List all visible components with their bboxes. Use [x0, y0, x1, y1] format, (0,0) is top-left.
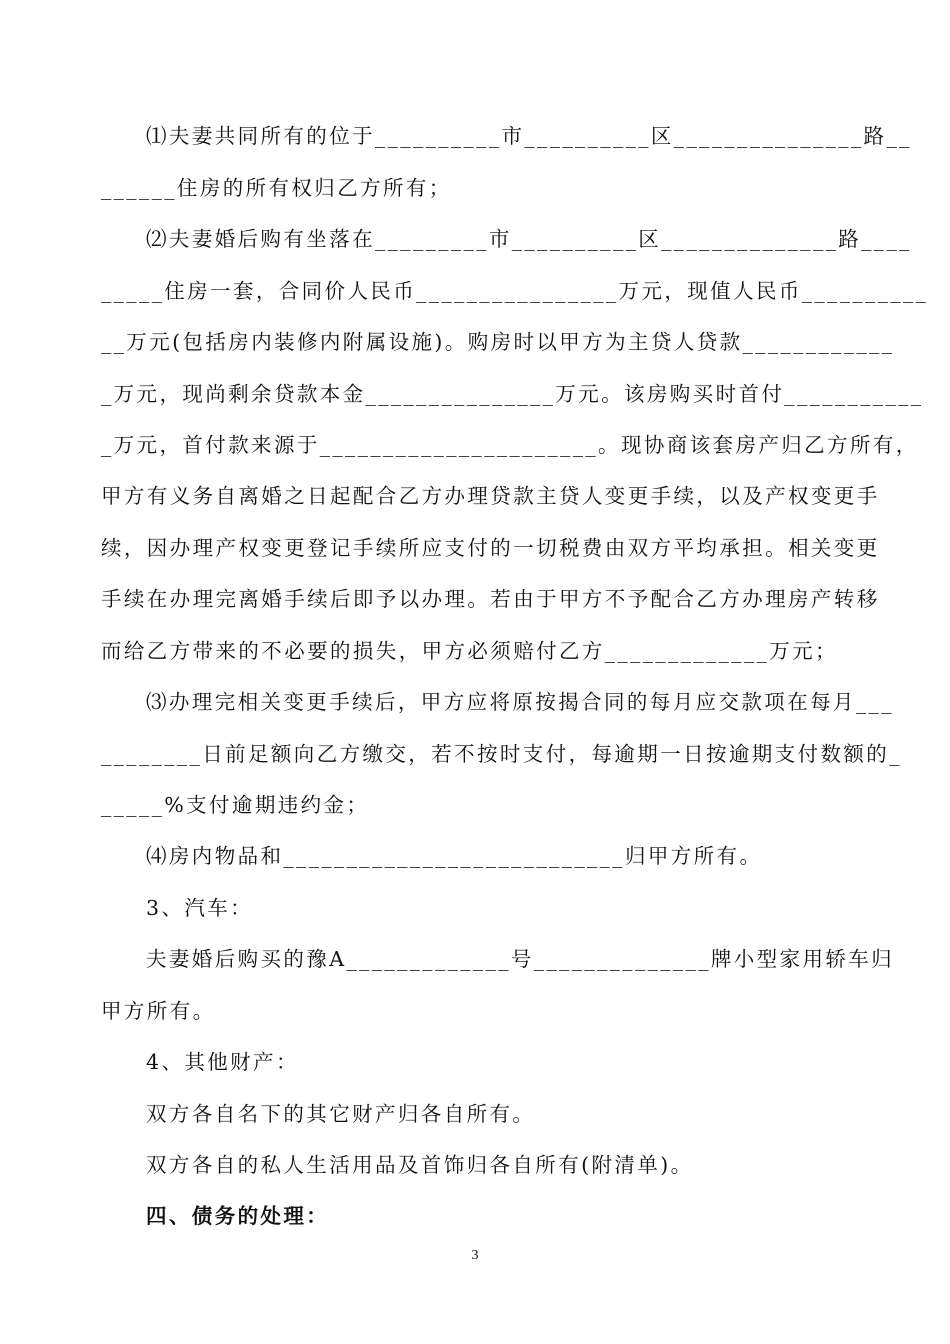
- other-property-line-2: 双方各自的私人生活用品及首饰归各自所有(附清单)。: [146, 1153, 694, 1177]
- clause-4-line: ⑷房内物品和___________________________归甲方所有。: [146, 844, 763, 868]
- clause-3-line-1: ⑶办理完相关变更手续后，甲方应将原按揭合同的每月应交款项在每月___: [146, 690, 894, 714]
- clause-2-line-5: _万元，首付款来源于______________________。现协商该套房产归乙方所有，: [101, 433, 919, 457]
- other-property-line-1: 双方各自名下的其它财产归各自所有。: [146, 1102, 536, 1126]
- clause-3-line-3: _____%支付逾期违约金；: [101, 793, 370, 817]
- car-line-2: 甲方所有。: [101, 999, 216, 1023]
- clause-2-line-8: 手续在办理完离婚手续后即予以办理。若由于甲方不予配合乙方办理房产转移: [101, 587, 880, 611]
- page-number: 3: [471, 1248, 479, 1263]
- clause-2-line-3: __万元(包括房内装修内附属设施)。购房时以甲方为主贷人贷款____________: [101, 330, 895, 354]
- clause-2-line-9: 而给乙方带来的不必要的损失，甲方必须赔付乙方_____________万元；: [101, 639, 838, 663]
- clause-2-line-6: 甲方有义务自离婚之日起配合乙方办理贷款主贷人变更手续，以及产权变更手: [101, 484, 880, 508]
- clause-2-line-7: 续，因办理产权变更登记手续所应支付的一切税费由双方平均承担。相关变更: [101, 536, 880, 560]
- section-debt-heading: 四、债务的处理：: [146, 1204, 330, 1228]
- clause-1-line-1: ⑴夫妻共同所有的位于__________市__________区_______________路__: [146, 124, 912, 148]
- car-line-1: 夫妻婚后购买的豫A_____________号______________牌小型家用轿车归: [146, 947, 895, 971]
- clause-2-line-4: _万元，现尚剩余贷款本金_______________万元。该房购买时首付___________: [101, 382, 924, 406]
- clause-3-line-2: ________日前足额向乙方缴交，若不按时支付，每逾期一日按逾期支付数额的_: [101, 742, 902, 766]
- section-car-heading: 3、汽车：: [146, 896, 254, 920]
- clause-1-line-2: ______住房的所有权归乙方所有；: [101, 176, 452, 200]
- section-other-property-heading: 4、其他财产：: [146, 1050, 299, 1074]
- clause-2-line-2: _____住房一套，合同价人民币________________万元，现值人民币__________: [101, 279, 929, 303]
- clause-2-line-1: ⑵夫妻婚后购有坐落在_________市__________区______________路____: [146, 227, 912, 251]
